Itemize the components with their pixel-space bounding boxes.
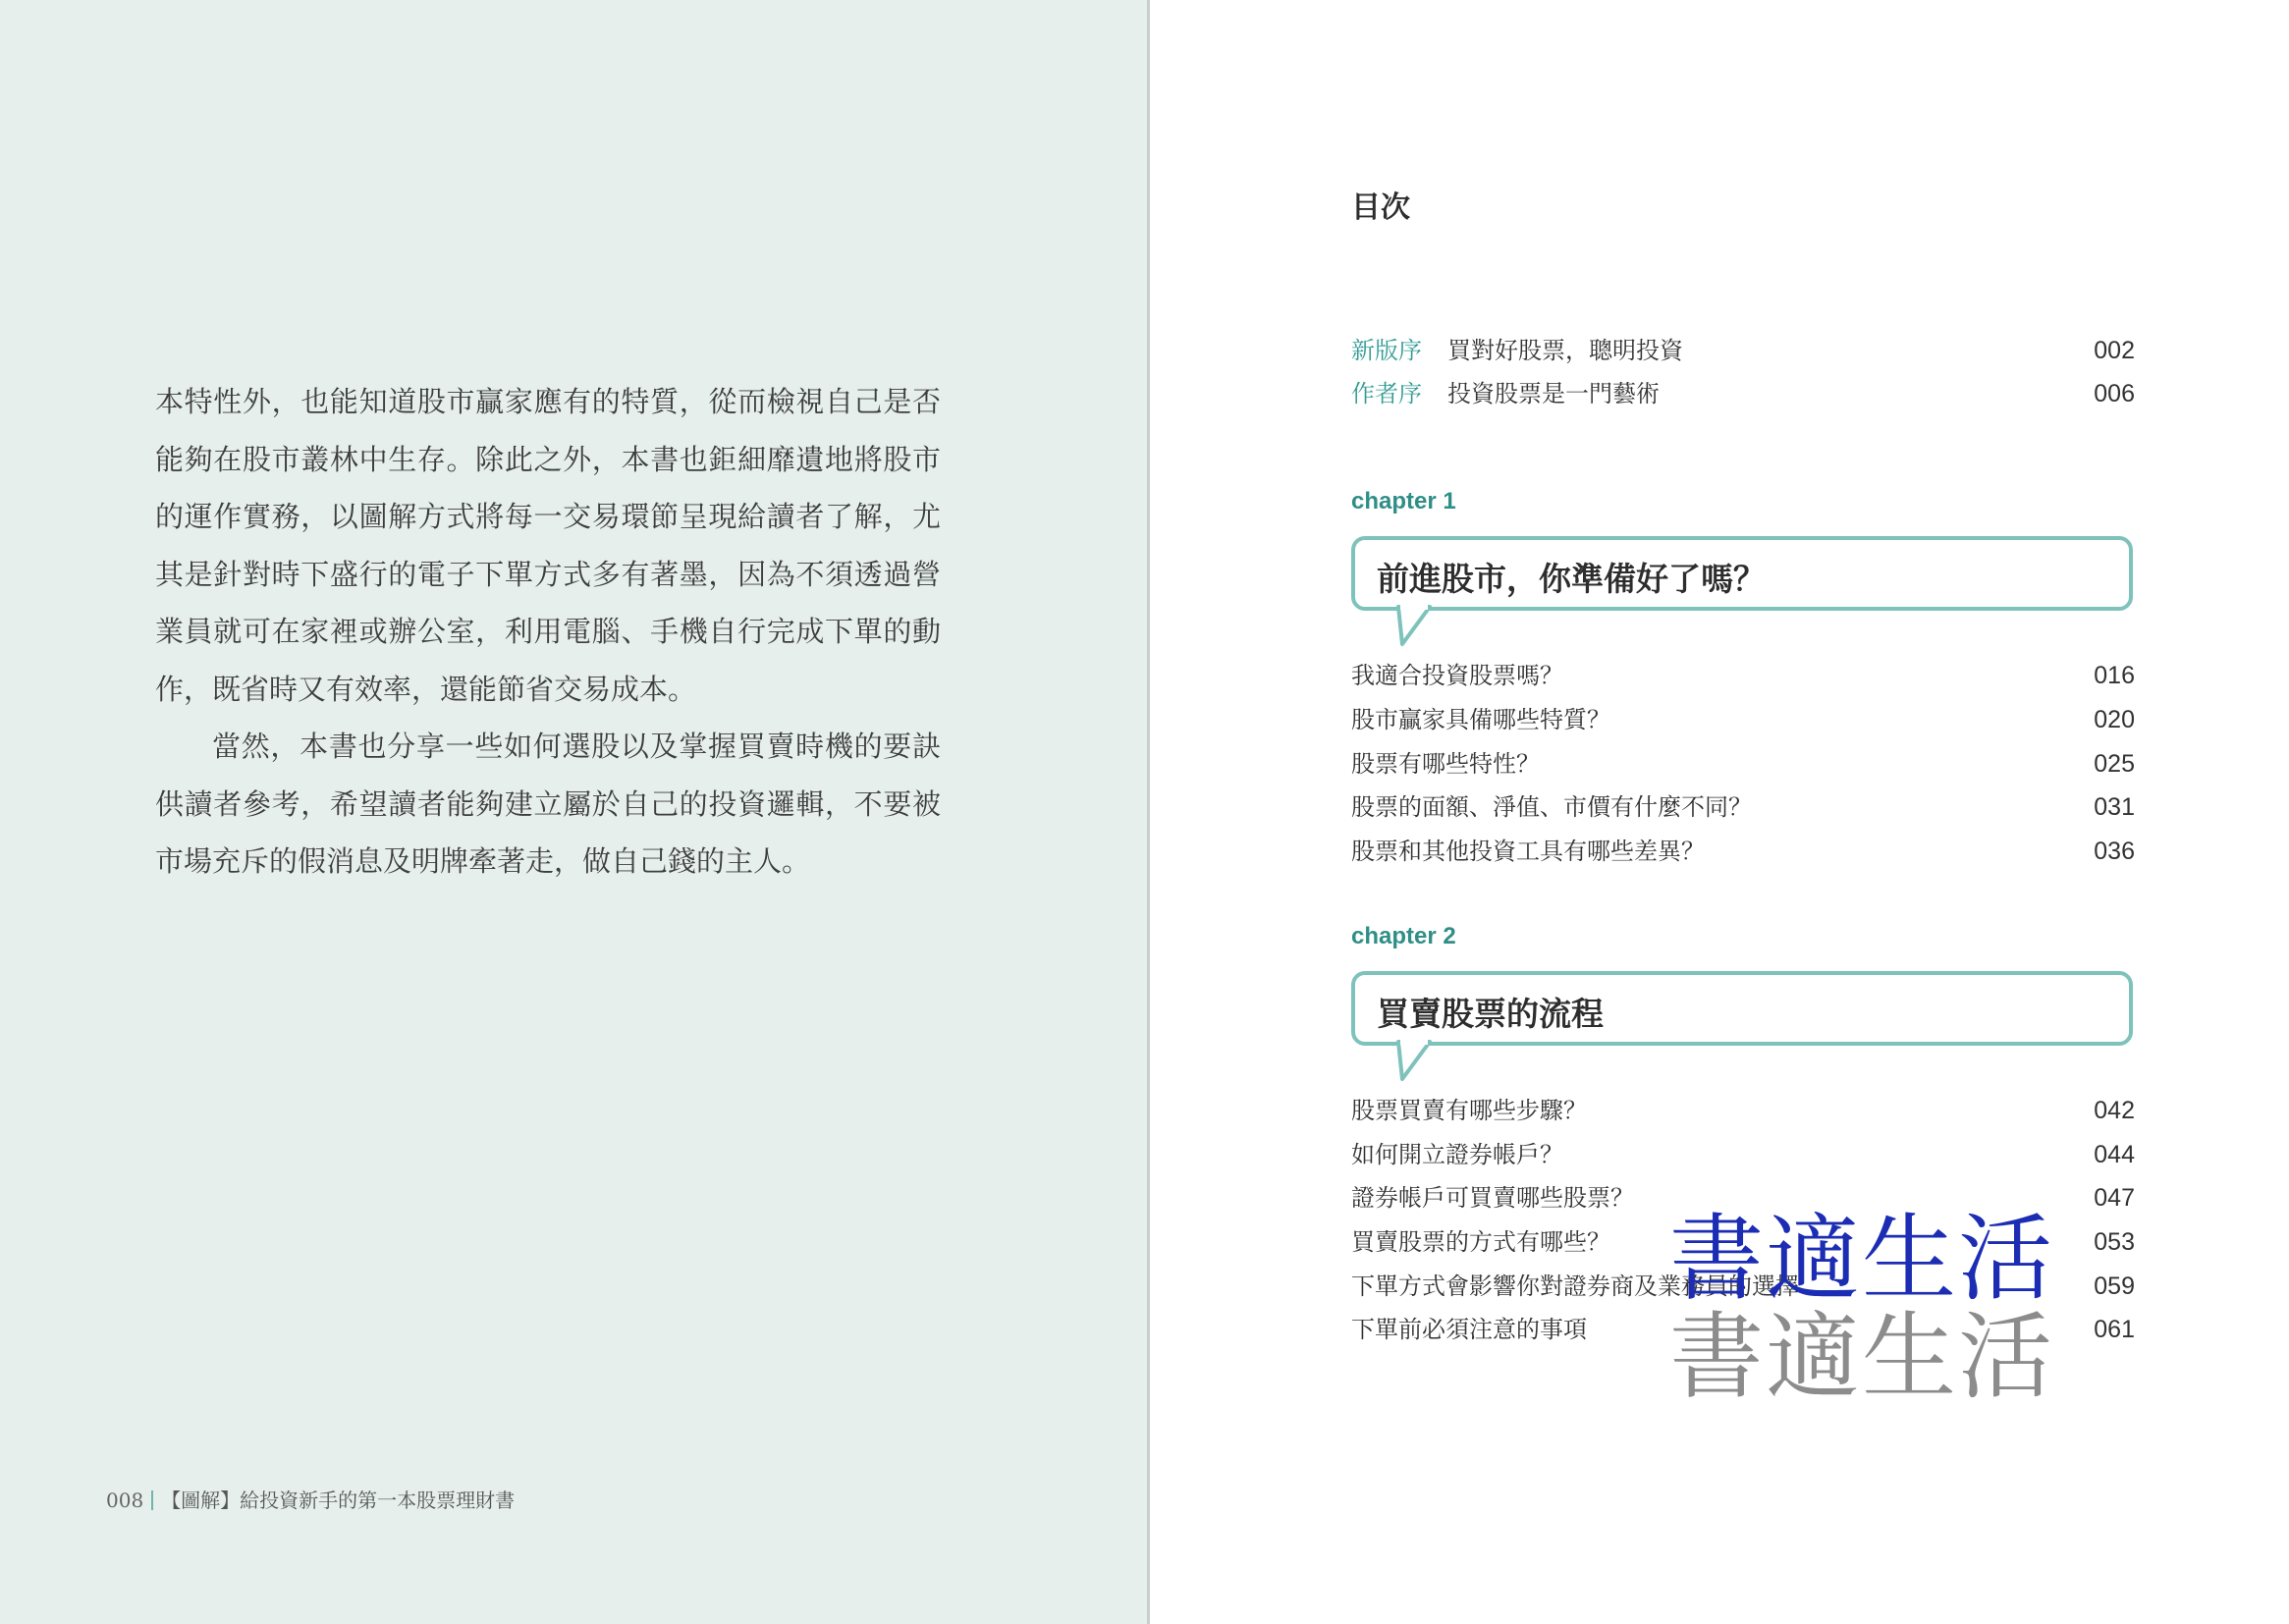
entry-title: 股票和其他投資工具有哪些差異？ [1351,838,1705,865]
entry-title: 證券帳戶可買賣哪些股票？ [1351,1184,1634,1212]
entry-title: 股票買賣有哪些步驟？ [1351,1097,1587,1124]
toc-heading: 目次 [1351,190,1410,225]
page-ref: 036 [2094,838,2135,865]
toc-entry[interactable] [1351,654,2137,697]
chapter-2-bubble-tail [1394,1040,1434,1083]
page-ref: 061 [2094,1316,2135,1343]
toc-entry-preface-author[interactable] [1351,372,2137,415]
chapter-1-title: 前進股市，你準備好了嗎？ [1377,560,1766,598]
preface-label: 新版序 [1351,337,1422,364]
preface-title: 買對好股票，聰明投資 [1447,337,1683,364]
chapter-1-title-bubble[interactable] [1351,536,2133,611]
toc-entry[interactable] [1351,785,2137,829]
toc-entry-preface-new[interactable] [1351,329,2137,372]
footer-divider [151,1490,153,1510]
page-ref: 020 [2094,706,2135,733]
page-ref: 042 [2094,1097,2135,1124]
toc-entry[interactable] [1351,830,2137,873]
entry-title: 我適合投資股票嗎？ [1351,662,1563,689]
entry-title: 下單方式會影響你對證券商及業務員的選擇 [1351,1272,1799,1300]
toc-entry[interactable] [1351,698,2137,741]
watermark [1669,1204,2054,1412]
page-number: 008 [106,1489,144,1512]
page-footer [106,1485,515,1513]
page-ref: 016 [2094,662,2135,689]
page-ref: 002 [2094,337,2135,364]
body-text [155,373,941,891]
entry-title: 買賣股票的方式有哪些？ [1351,1228,1610,1256]
chapter-2-title-bubble[interactable] [1351,971,2133,1046]
page-ref: 031 [2094,793,2135,821]
entry-title: 股票的面額、淨值、市價有什麼不同？ [1351,793,1752,821]
chapter-2-label: chapter 2 [1351,923,1456,949]
page-ref: 006 [2094,380,2135,407]
watermark-line-2: 書適生活 [1669,1302,2054,1412]
entry-title: 股票有哪些特性？ [1351,750,1540,778]
chapter-1-label: chapter 1 [1351,488,1456,514]
toc-entry[interactable] [1351,742,2137,785]
preface-label: 作者序 [1351,380,1422,407]
paragraph-2: 當然，本書也分享一些如何選股以及掌握買賣時機的要訣供讀者參考，希望讀者能夠建立屬於自己的投資邏輯，不要被市場充斥的假消息及明牌牽著走，做自己錢的主人。 [155,730,941,878]
toc-entry[interactable] [1351,1133,2137,1176]
entry-title: 如何開立證券帳戶？ [1351,1141,1563,1168]
book-title: 【圖解】給投資新手的第一本股票理財書 [161,1489,516,1512]
paragraph-1: 本特性外，也能知道股市贏家應有的特質，從而檢視自己是否能夠在股市叢林中生存。除此之外，本書也鉅細靡遺地將股市的運作實務，以圖解方式將每一交易環節呈現給讀者了解，尤其是針對時下盛行的電子下單方式多有著墨，因為不須透過營業員就可在家裡或辦公室，利用電腦、手機自行完成下單的動作，既省時又有效率，還能節省交易成本。 [155,385,941,706]
page-ref: 047 [2094,1184,2135,1212]
chapter-2-title: 買賣股票的流程 [1377,995,1604,1033]
page-ref: 025 [2094,750,2135,778]
book-spine [1147,0,1150,1624]
chapter-1-bubble-tail [1394,605,1434,648]
preface-title: 投資股票是一門藝術 [1447,380,1660,407]
watermark-line-1: 書適生活 [1669,1204,2054,1314]
entry-title: 股市贏家具備哪些特質？ [1351,706,1610,733]
page-ref: 059 [2094,1272,2135,1300]
toc-entry[interactable] [1351,1089,2137,1132]
page-ref: 053 [2094,1228,2135,1256]
page-ref: 044 [2094,1141,2135,1168]
entry-title: 下單前必須注意的事項 [1351,1316,1587,1343]
